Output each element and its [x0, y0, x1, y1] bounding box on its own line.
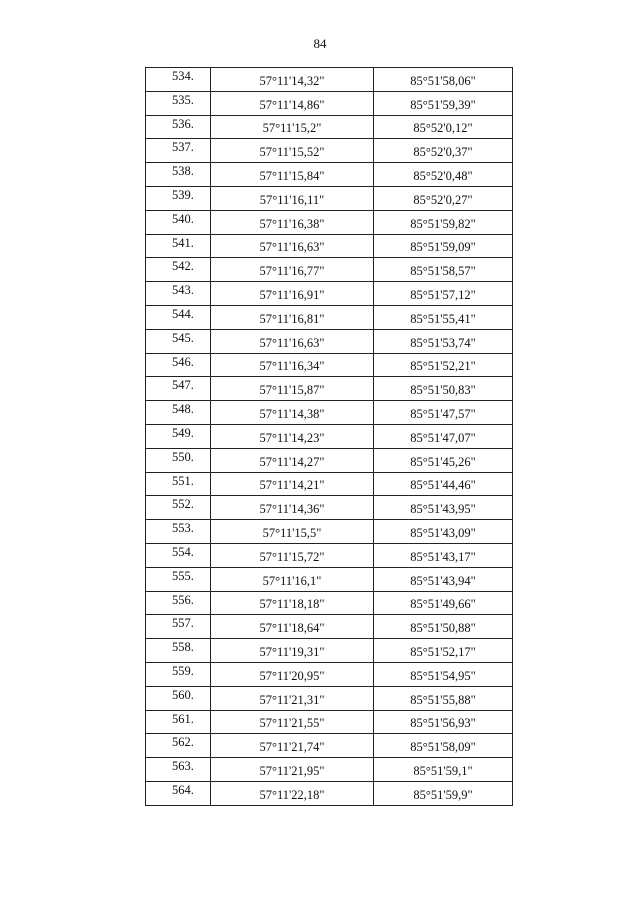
- point-number-cell: 543.: [146, 282, 211, 306]
- latitude-cell: 57°11'22,18": [211, 781, 374, 805]
- latitude-cell: 57°11'19,31": [211, 639, 374, 663]
- point-number-cell: 538.: [146, 163, 211, 187]
- table-row: [146, 567, 513, 591]
- point-number-cell: 553.: [146, 520, 211, 544]
- point-number-cell: 540.: [146, 210, 211, 234]
- coordinates-table-body: [146, 68, 513, 806]
- point-number-cell: 561.: [146, 710, 211, 734]
- table-row: [146, 781, 513, 805]
- table-row: [146, 448, 513, 472]
- point-number-cell: 560.: [146, 686, 211, 710]
- latitude-cell: 57°11'16,81": [211, 305, 374, 329]
- longitude-cell: 85°51'43,09": [374, 520, 513, 544]
- table-row: [146, 424, 513, 448]
- longitude-cell: 85°51'49,66": [374, 591, 513, 615]
- longitude-cell: 85°51'45,26": [374, 448, 513, 472]
- point-number-cell: 551.: [146, 472, 211, 496]
- point-number-cell: 535.: [146, 91, 211, 115]
- table-row: [146, 615, 513, 639]
- point-number-cell: 548.: [146, 401, 211, 425]
- table-row: [146, 472, 513, 496]
- latitude-cell: 57°11'14,32": [211, 68, 374, 92]
- table-row: [146, 329, 513, 353]
- longitude-cell: 85°51'43,94": [374, 567, 513, 591]
- latitude-cell: 57°11'16,11": [211, 186, 374, 210]
- table-row: [146, 591, 513, 615]
- point-number-cell: 562.: [146, 734, 211, 758]
- longitude-cell: 85°51'50,88": [374, 615, 513, 639]
- table-row: [146, 662, 513, 686]
- latitude-cell: 57°11'21,74": [211, 734, 374, 758]
- longitude-cell: 85°51'59,1": [374, 758, 513, 782]
- table-row: [146, 234, 513, 258]
- latitude-cell: 57°11'16,77": [211, 258, 374, 282]
- latitude-cell: 57°11'14,27": [211, 448, 374, 472]
- latitude-cell: 57°11'14,36": [211, 496, 374, 520]
- point-number-cell: 559.: [146, 662, 211, 686]
- latitude-cell: 57°11'14,86": [211, 91, 374, 115]
- latitude-cell: 57°11'21,55": [211, 710, 374, 734]
- point-number-cell: 563.: [146, 758, 211, 782]
- table-row: [146, 305, 513, 329]
- longitude-cell: 85°51'43,95": [374, 496, 513, 520]
- latitude-cell: 57°11'18,64": [211, 615, 374, 639]
- table-row: [146, 186, 513, 210]
- latitude-cell: 57°11'14,21": [211, 472, 374, 496]
- point-number-cell: 554.: [146, 543, 211, 567]
- longitude-cell: 85°51'43,17": [374, 543, 513, 567]
- point-number-cell: 550.: [146, 448, 211, 472]
- table-row: [146, 68, 513, 92]
- latitude-cell: 57°11'16,63": [211, 329, 374, 353]
- latitude-cell: 57°11'21,95": [211, 758, 374, 782]
- latitude-cell: 57°11'15,84": [211, 163, 374, 187]
- table-row: [146, 686, 513, 710]
- table-row: [146, 520, 513, 544]
- point-number-cell: 541.: [146, 234, 211, 258]
- latitude-cell: 57°11'14,38": [211, 401, 374, 425]
- latitude-cell: 57°11'16,38": [211, 210, 374, 234]
- page-number: 84: [313, 36, 327, 51]
- latitude-cell: 57°11'18,18": [211, 591, 374, 615]
- longitude-cell: 85°51'44,46": [374, 472, 513, 496]
- latitude-cell: 57°11'16,91": [211, 282, 374, 306]
- point-number-cell: 537.: [146, 139, 211, 163]
- latitude-cell: 57°11'20,95": [211, 662, 374, 686]
- latitude-cell: 57°11'15,5": [211, 520, 374, 544]
- table-row: [146, 353, 513, 377]
- point-number-cell: 549.: [146, 424, 211, 448]
- longitude-cell: 85°51'55,88": [374, 686, 513, 710]
- table-row: [146, 734, 513, 758]
- point-number-cell: 539.: [146, 186, 211, 210]
- coordinates-table: [145, 67, 513, 806]
- latitude-cell: 57°11'16,1": [211, 567, 374, 591]
- table-row: [146, 258, 513, 282]
- latitude-cell: 57°11'15,72": [211, 543, 374, 567]
- longitude-cell: 85°51'55,41": [374, 305, 513, 329]
- table-row: [146, 543, 513, 567]
- table-row: [146, 377, 513, 401]
- longitude-cell: 85°51'58,06": [374, 68, 513, 92]
- longitude-cell: 85°51'47,07": [374, 424, 513, 448]
- point-number-cell: 564.: [146, 781, 211, 805]
- latitude-cell: 57°11'15,87": [211, 377, 374, 401]
- table-row: [146, 282, 513, 306]
- point-number-cell: 534.: [146, 68, 211, 92]
- latitude-cell: 57°11'16,34": [211, 353, 374, 377]
- point-number-cell: 546.: [146, 353, 211, 377]
- table-row: [146, 139, 513, 163]
- table-row: [146, 639, 513, 663]
- point-number-cell: 555.: [146, 567, 211, 591]
- longitude-cell: 85°51'58,57": [374, 258, 513, 282]
- table-row: [146, 115, 513, 139]
- point-number-cell: 557.: [146, 615, 211, 639]
- table-row: [146, 401, 513, 425]
- point-number-cell: 544.: [146, 305, 211, 329]
- latitude-cell: 57°11'15,2": [211, 115, 374, 139]
- table-row: [146, 496, 513, 520]
- point-number-cell: 542.: [146, 258, 211, 282]
- longitude-cell: 85°51'52,21": [374, 353, 513, 377]
- longitude-cell: 85°51'52,17": [374, 639, 513, 663]
- longitude-cell: 85°51'47,57": [374, 401, 513, 425]
- point-number-cell: 558.: [146, 639, 211, 663]
- table-row: [146, 710, 513, 734]
- longitude-cell: 85°52'0,37": [374, 139, 513, 163]
- table-row: [146, 210, 513, 234]
- longitude-cell: 85°51'59,9": [374, 781, 513, 805]
- longitude-cell: 85°51'58,09": [374, 734, 513, 758]
- longitude-cell: 85°52'0,12": [374, 115, 513, 139]
- point-number-cell: 552.: [146, 496, 211, 520]
- point-number-cell: 547.: [146, 377, 211, 401]
- point-number-cell: 545.: [146, 329, 211, 353]
- table-row: [146, 758, 513, 782]
- longitude-cell: 85°51'54,95": [374, 662, 513, 686]
- longitude-cell: 85°51'59,82": [374, 210, 513, 234]
- longitude-cell: 85°51'53,74": [374, 329, 513, 353]
- latitude-cell: 57°11'15,52": [211, 139, 374, 163]
- latitude-cell: 57°11'14,23": [211, 424, 374, 448]
- longitude-cell: 85°52'0,27": [374, 186, 513, 210]
- longitude-cell: 85°51'59,09": [374, 234, 513, 258]
- longitude-cell: 85°51'59,39": [374, 91, 513, 115]
- point-number-cell: 536.: [146, 115, 211, 139]
- point-number-cell: 556.: [146, 591, 211, 615]
- table-row: [146, 163, 513, 187]
- longitude-cell: 85°51'56,93": [374, 710, 513, 734]
- longitude-cell: 85°51'57,12": [374, 282, 513, 306]
- longitude-cell: 85°51'50,83": [374, 377, 513, 401]
- latitude-cell: 57°11'21,31": [211, 686, 374, 710]
- longitude-cell: 85°52'0,48": [374, 163, 513, 187]
- table-row: [146, 91, 513, 115]
- latitude-cell: 57°11'16,63": [211, 234, 374, 258]
